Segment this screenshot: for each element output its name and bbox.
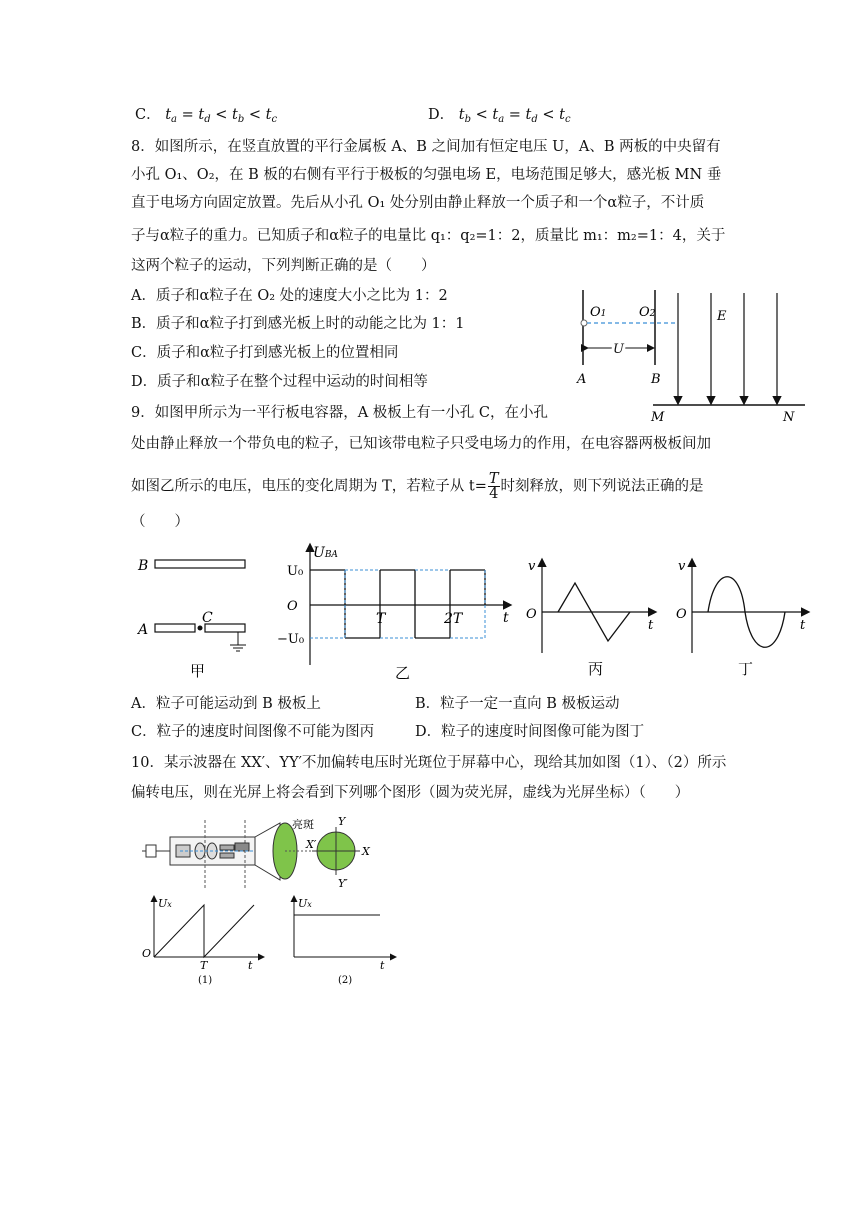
q8-line-1: 8．如图所示，在竖直放置的平行金属板 A、B 之间加有恒定电压 U，A、B 两板的中央留有	[131, 139, 721, 155]
q9-line-4: （ ）	[131, 514, 189, 530]
plate-b	[155, 560, 245, 568]
q8-line-2: 小孔 O₁、O₂，在 B 板的右侧有平行于极板的匀强电场 E，电场范围足够大，感光板 MN 垂	[131, 167, 722, 183]
caption-ding: 丁	[738, 660, 754, 678]
q8-figure	[565, 285, 825, 425]
q7-option-d-label: D．	[428, 107, 455, 123]
q7-option-d	[428, 105, 571, 130]
label-m: M	[651, 410, 665, 425]
q9-figure-bing	[520, 555, 665, 680]
q8-option-d: D．质子和α粒子在整个过程中运动的时间相等	[131, 374, 428, 390]
plate-a-left	[155, 624, 195, 632]
svg-text:v: v	[528, 559, 536, 574]
label-o: O	[287, 599, 298, 614]
q8-option-a: A．质子和α粒子在 O₂ 处的速度大小之比为 1：2	[131, 288, 448, 304]
q9-option-a: A．粒子可能运动到 B 极板上	[131, 696, 321, 712]
q7-option-d-expr: $t_b < t_a = t_d < t_c$	[458, 107, 571, 125]
q10-oscilloscope-figure	[140, 815, 375, 895]
label-t-axis: t	[503, 610, 509, 626]
q9-option-d: D．粒子的速度时间图像可能为图丁	[415, 724, 645, 740]
fraction-t-over-4: $\frac{T}{4}$	[488, 471, 499, 502]
q9-figure-ding	[670, 555, 815, 680]
svg-text:t: t	[800, 618, 806, 633]
svg-text:Y: Y	[338, 815, 346, 828]
label-b: B	[138, 558, 149, 574]
label-2t: 2T	[444, 611, 463, 627]
q9-option-b: B．粒子一定一直向 B 极板运动	[415, 696, 620, 712]
caption-yi: 乙	[395, 664, 411, 680]
q9-line-3	[131, 472, 704, 501]
hole-o1	[581, 320, 587, 326]
svg-text:X: X	[362, 845, 370, 858]
q7-option-c-label: C．	[135, 107, 161, 123]
svg-text:t: t	[248, 959, 253, 972]
label-spot: 亮斑	[292, 818, 314, 831]
svg-text:X′: X′	[306, 838, 317, 851]
q10-line-1: 10．某示波器在 XX′、YY′不加偏转电压时光斑位于屏幕中心，现给其加如图（1）、（2）所示	[131, 755, 727, 771]
svg-text:UBA: UBA	[313, 545, 338, 561]
q9-figure-yi	[275, 540, 520, 680]
q9-line-3b: 时刻释放，则下列说法正确的是	[500, 478, 704, 495]
label-e: E	[717, 309, 727, 324]
q8-line-4: 子与α粒子的重力。已知质子和α粒子的电量比 q₁：q₂=1：2，质量比 m₁：m₂=1：4，关于	[131, 228, 726, 244]
q8-option-c: C．质子和α粒子打到感光板上的位置相同	[131, 345, 399, 361]
label-a: A	[577, 372, 587, 387]
svg-text:Y′: Y′	[338, 877, 348, 890]
svg-text:O: O	[142, 947, 152, 960]
svg-text:Ux: Ux	[158, 897, 172, 910]
label-t-period: T	[376, 611, 386, 627]
svg-text:O: O	[526, 607, 537, 622]
caption-bing: 丙	[588, 660, 604, 678]
svg-text:t: t	[648, 618, 654, 633]
q8-option-b: B．质子和α粒子打到感光板上时的动能之比为 1：1	[131, 316, 465, 332]
q8-line-5: 这两个粒子的运动，下列判断正确的是（ ）	[131, 258, 436, 274]
caption-1: (1)	[198, 975, 213, 985]
svg-text:O: O	[676, 607, 687, 622]
q9-line-2: 处由静止释放一个带负电的粒子，已知该带电粒子只受电场力的作用，在电容器两极板间加	[131, 436, 711, 452]
label-u: U	[613, 342, 624, 357]
particle	[198, 626, 203, 631]
q9-line-3a: 如图乙所示的电压，电压的变化周期为 T，若粒子从 t=	[131, 478, 487, 495]
q9-line-1: 9．如图甲所示为一平行板电容器，A 极板上有一小孔 C，在小孔	[131, 405, 549, 421]
label-neg-u0: −U₀	[277, 632, 305, 647]
q7-option-c	[135, 105, 277, 130]
q10-line-2: 偏转电压，则在光屏上将会看到下列哪个图形（圆为荧光屏，虚线为光屏坐标）（ ）	[131, 785, 690, 801]
q8-line-3: 直于电场方向固定放置。先后从小孔 O₁ 处分别由静止释放一个质子和一个α粒子，不计质	[131, 195, 705, 211]
svg-text:T: T	[200, 959, 208, 972]
svg-text:Ux: Ux	[298, 897, 312, 910]
svg-text:t: t	[380, 959, 385, 972]
label-n: N	[783, 410, 795, 425]
q9-option-c: C．粒子的速度时间图像不可能为图丙	[131, 724, 375, 740]
svg-text:O2: O2	[639, 305, 656, 320]
label-b: B	[651, 372, 661, 387]
square-wave	[310, 570, 485, 638]
label-u0: U₀	[287, 564, 304, 579]
q9-figure-jia	[130, 550, 260, 680]
caption-2: (2)	[338, 975, 353, 985]
label-a: A	[138, 622, 149, 638]
svg-text:v: v	[678, 559, 686, 574]
q10-graph-2	[280, 893, 400, 985]
svg-text:O1: O1	[590, 305, 607, 320]
label-c: C	[202, 610, 213, 626]
caption-jia: 甲	[190, 662, 206, 680]
q10-graph-1	[138, 893, 268, 985]
q7-option-c-expr: $t_a = t_d < t_b < t_c$	[165, 107, 278, 125]
